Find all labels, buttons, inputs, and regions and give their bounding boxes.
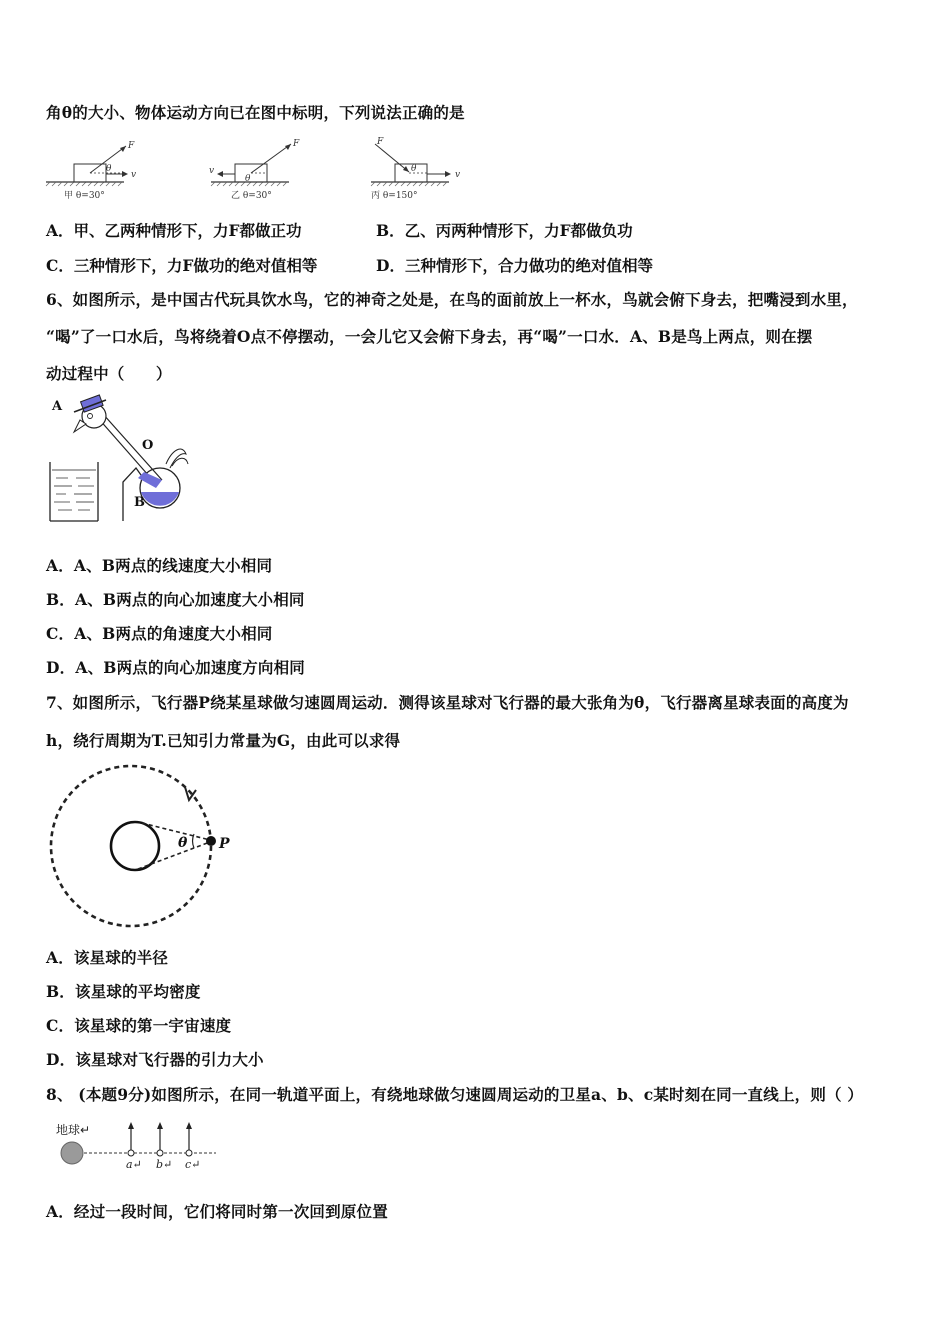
q8-c-label: c↵ — [185, 1158, 201, 1171]
q6-option-a[interactable]: A．A、B两点的线速度大小相同 — [46, 556, 273, 575]
q6-drinking-bird-figure — [46, 394, 196, 524]
q5-figure-yi — [209, 139, 300, 201]
q7-option-d[interactable]: D．该星球对飞行器的引力大小 — [46, 1050, 264, 1069]
satellite-a — [128, 1122, 134, 1156]
q5-jia-caption: 甲 θ=30° — [64, 191, 105, 201]
q5-yi-force-label: F — [293, 139, 300, 149]
q5-figure-jia — [46, 141, 136, 201]
q6-label-b: B — [134, 495, 145, 510]
q8-stem: 8、 (本题9分)如图所示，在同一轨道平面上，有绕地球做匀速圆周运动的卫星a、b、c某时刻在同一直线上，则（ ） — [46, 1085, 864, 1104]
planet-circle — [111, 822, 159, 870]
q5-option-d[interactable]: D．三种情形下，合力做功的绝对值相等 — [376, 256, 653, 275]
q8-satellite-figure — [56, 1118, 236, 1178]
q8-option-a[interactable]: A．经过一段时间，它们将同时第一次回到原位置 — [46, 1202, 388, 1221]
q7-option-c[interactable]: C．该星球的第一宇宙速度 — [46, 1016, 232, 1035]
q8-earth-label: 地球↵ — [56, 1123, 91, 1137]
q7-orbit-figure — [48, 762, 248, 932]
q5-figure-bing — [371, 137, 460, 201]
q5-jia-velocity-label: v — [131, 170, 137, 180]
q5-yi-caption: 乙 θ=30° — [231, 191, 272, 201]
q6-stem-line-2: “喝”了一口水后，鸟将绕着O点不停摆动，一会儿它又会俯下身去，再“喝”一口水．A、B是鸟上两点，则在摆 — [46, 327, 813, 346]
satellite-b — [157, 1122, 163, 1156]
q7-p-label: P — [219, 836, 230, 852]
q6-stem-line-1: 6、如图所示，是中国古代玩具饮水鸟，它的神奇之处是，在鸟的面前放上一杯水，鸟就会俯下身去，把嘴浸到水里， — [46, 290, 858, 309]
q6-label-o: O — [142, 438, 154, 453]
q5-jia-angle-label: θ — [106, 164, 112, 174]
earth-icon — [61, 1142, 83, 1164]
q5-figures — [44, 136, 464, 206]
q5-stem-tail: 角θ的大小、物体运动方向已在图中标明，下列说法正确的是 — [46, 103, 465, 122]
water-cup — [50, 462, 98, 521]
q5-option-c[interactable]: C．三种情形下，力F做功的绝对值相等 — [46, 256, 318, 275]
q5-option-b[interactable]: B．乙、丙两种情形下，力F都做负功 — [376, 221, 633, 240]
q6-option-d[interactable]: D．A、B两点的向心加速度方向相同 — [46, 658, 305, 677]
satellite-c — [186, 1122, 192, 1156]
q7-stem-line-1: 7、如图所示，飞行器P绕某星球做匀速圆周运动．测得该星球对飞行器的最大张角为θ，飞行器离星球表面的高度为 — [46, 693, 849, 712]
q6-stem-line-3: 动过程中（ ） — [46, 364, 172, 383]
q5-bing-caption: 丙 θ=150° — [371, 191, 418, 201]
q5-bing-force-label: F — [377, 137, 384, 147]
q5-bing-angle-label: θ — [411, 164, 417, 174]
q6-label-a: A — [52, 399, 63, 414]
q8-b-label: b↵ — [156, 1158, 173, 1171]
q7-option-b[interactable]: B．该星球的平均密度 — [46, 982, 201, 1001]
q5-bing-velocity-label: v — [455, 170, 461, 180]
q6-option-c[interactable]: C．A、B两点的角速度大小相同 — [46, 624, 273, 643]
q5-yi-angle-label: θ — [245, 174, 251, 184]
q5-option-a[interactable]: A．甲、乙两种情形下，力F都做正功 — [46, 221, 302, 240]
bird-head — [74, 395, 106, 432]
spacecraft-p — [206, 836, 216, 846]
q6-option-b[interactable]: B．A、B两点的向心加速度大小相同 — [46, 590, 305, 609]
q8-a-label: a↵ — [126, 1158, 142, 1171]
q7-stem-line-2: h，绕行周期为T.已知引力常量为G，由此可以求得 — [46, 731, 401, 750]
q7-option-a[interactable]: A．该星球的半径 — [46, 948, 169, 967]
bird-tail — [166, 449, 188, 468]
q5-yi-velocity-label: v — [209, 166, 215, 176]
q5-jia-force-label: F — [128, 141, 135, 151]
q7-theta-label: θ — [178, 835, 188, 851]
